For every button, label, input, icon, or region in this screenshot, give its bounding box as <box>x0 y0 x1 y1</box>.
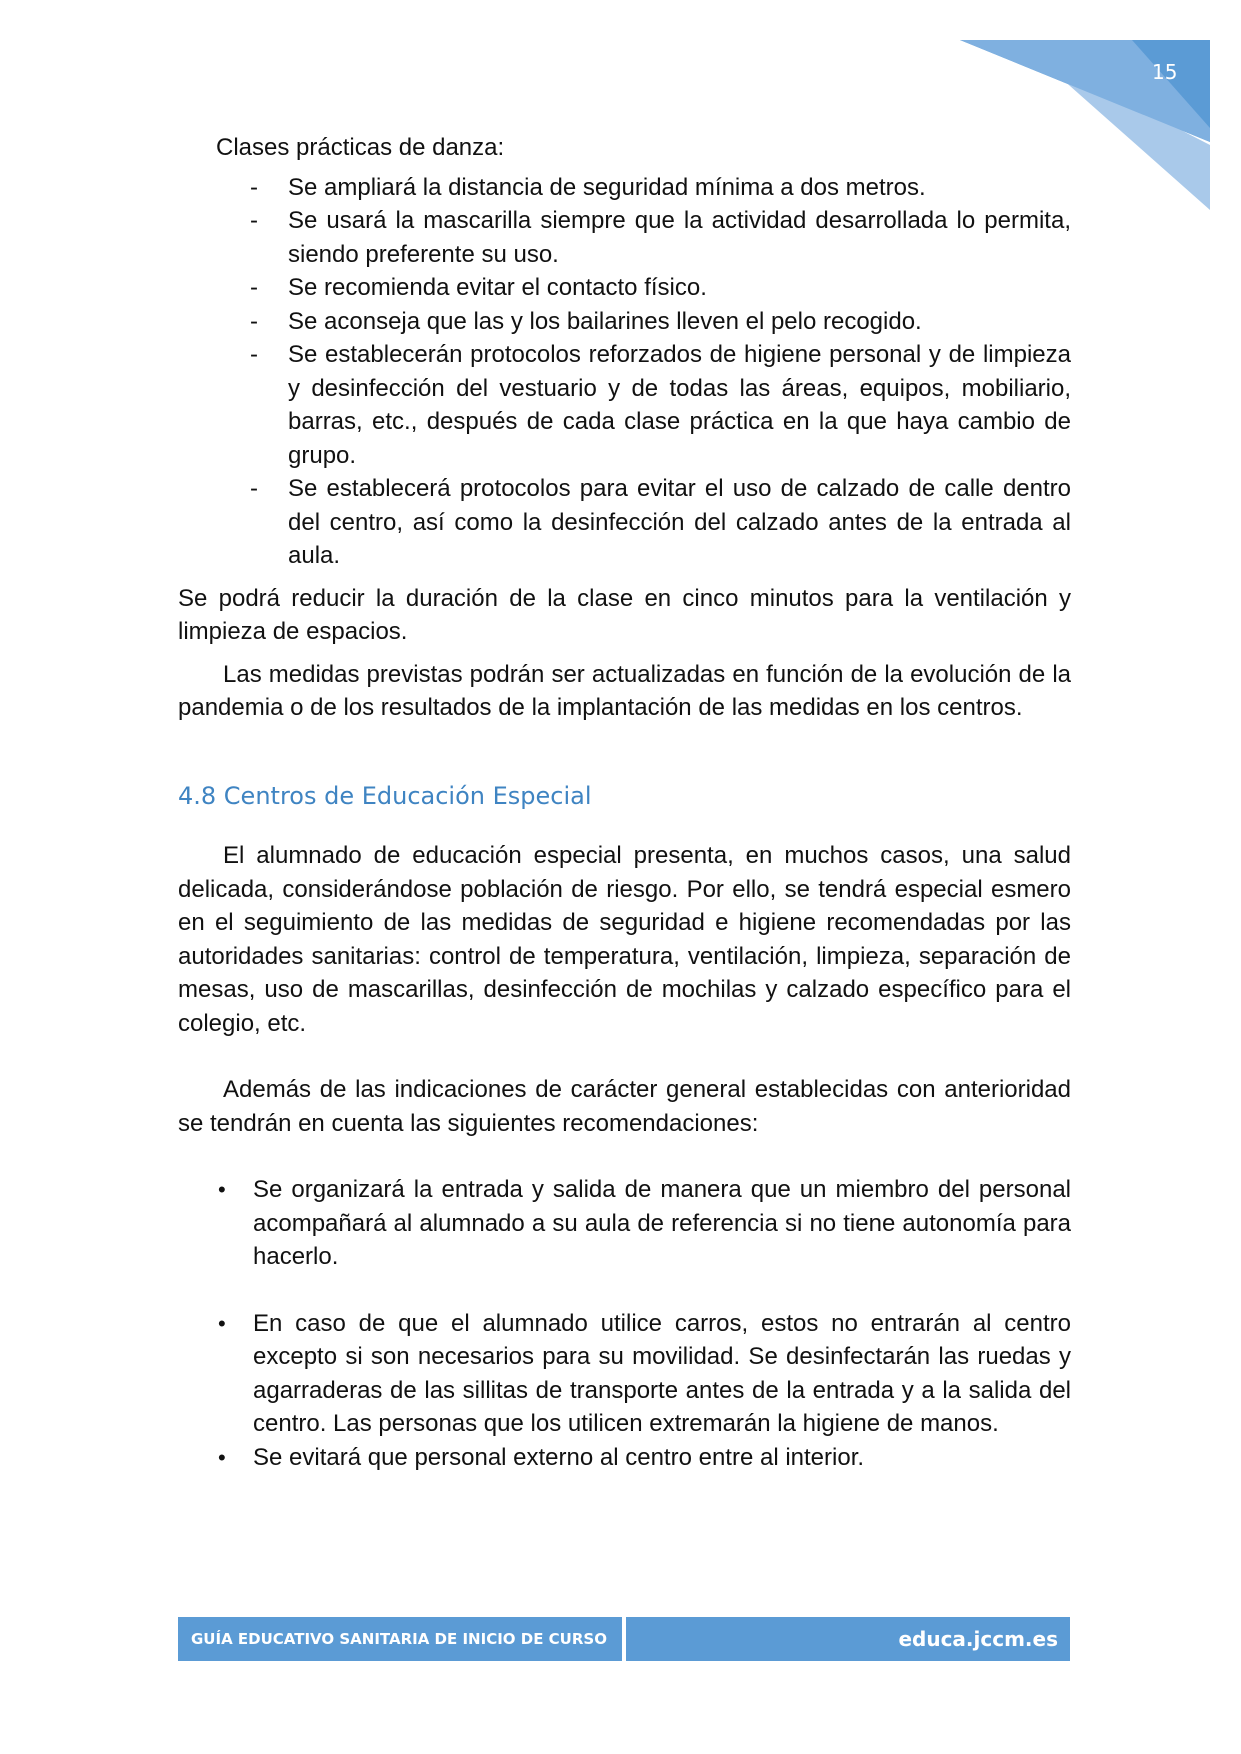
list-item: • Se evitará que personal externo al centro entre al interior. <box>178 1441 1071 1475</box>
dash-marker: - <box>250 173 258 201</box>
recommendations-list <box>178 1173 1071 1474</box>
bullet-marker: • <box>218 1177 226 1202</box>
footer <box>178 1617 1070 1661</box>
list-item: • En caso de que el alumnado utilice carros, estos no entrarán al centro excepto si son necesarios para su movilidad. Se desinfectarán las ruedas y agarraderas de las sillitas de transporte antes de la entrada y a la salida del centro. Las personas que los utilicen extremarán la higiene de manos. <box>178 1307 1071 1441</box>
list-item: • Se organizará la entrada y salida de manera que un miembro del personal acompañará al alumnado a su aula de referencia si no tiene autonomía para hacerlo. <box>178 1173 1071 1274</box>
list-item: - Se usará la mascarilla siempre que la actividad desarrollada lo permita, siendo preferente su uso. <box>178 204 1071 271</box>
section-heading: 4.8 Centros de Educación Especial <box>178 781 592 810</box>
list-item: - Se recomienda evitar el contacto físico. <box>178 271 1071 305</box>
dance-list <box>178 171 1071 573</box>
bullet-marker: • <box>218 1444 226 1470</box>
dash-marker: - <box>250 307 258 335</box>
dash-marker: - <box>250 207 258 234</box>
special-paragraph-1: El alumnado de educación especial presenta, en muchos casos, una salud delicada, considerándose población de riesgo. Por ello, se tendrá especial esmero en el seguimiento de las medidas de seguridad e higiene recomendadas por las autoridades sanitarias: control de temperatura, ventilación, limpieza, separación de mesas, uso de mascarillas, desinfección de mochilas y calzado específico para el colegio, etc. <box>178 842 1071 1037</box>
page-number: 15 <box>1152 60 1178 84</box>
duration-note: Se podrá reducir la duración de la clase en cinco minutos para la ventilación y limpieza de espacios. <box>178 584 1071 645</box>
dash-marker: - <box>250 274 258 301</box>
list-item: - Se ampliará la distancia de seguridad mínima a dos metros. <box>178 171 1071 205</box>
bullet-marker: • <box>218 1310 226 1336</box>
dance-heading: Clases prácticas de danza: <box>216 134 505 161</box>
measures-paragraph: Las medidas previstas podrán ser actualizadas en función de la evolución de la pandemia o de los resultados de la implantación de las medidas en los centros. <box>178 660 1071 721</box>
list-item: - Se aconseja que las y los bailarines lleven el pelo recogido. <box>178 305 1071 339</box>
footer-title: GUÍA EDUCATIVO SANITARIA DE INICIO DE CURSO <box>178 1617 622 1661</box>
dash-marker: - <box>250 341 258 368</box>
page-content <box>178 131 1071 1474</box>
special-paragraph-2: Además de las indicaciones de carácter general establecidas con anterioridad se tendrán en cuenta las siguientes recomendaciones: <box>178 1076 1071 1137</box>
list-item: - Se establecerá protocolos para evitar el uso de calzado de calle dentro del centro, así como la desinfección del calzado antes de la entrada al aula. <box>178 472 1071 573</box>
footer-website: educa.jccm.es <box>626 1617 1070 1661</box>
dash-marker: - <box>250 475 258 502</box>
list-item: - Se establecerán protocolos reforzados de higiene personal y de limpieza y desinfección del vestuario y de todas las áreas, equipos, mobiliario, barras, etc., después de cada clase práctica en la que haya cambio de grupo. <box>178 338 1071 472</box>
